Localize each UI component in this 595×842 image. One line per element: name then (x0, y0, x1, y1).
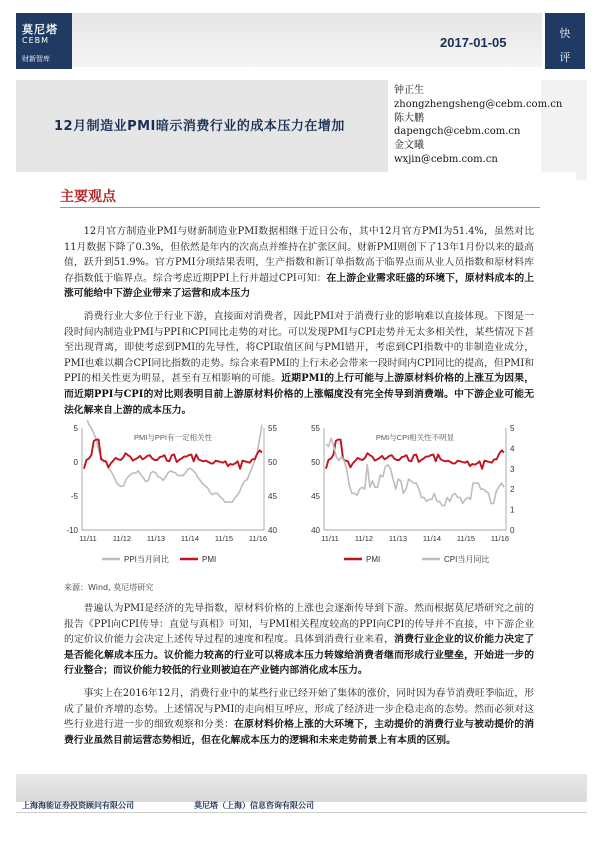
chart-pmi-cpi (298, 420, 534, 570)
y-right-tick-label: 0 (510, 526, 515, 535)
footer-company-left: 上海海能证券投资顾问有限公司 (22, 801, 134, 810)
y-left-tick-label: -10 (66, 526, 78, 535)
x-tick-label: 11/14 (180, 534, 200, 543)
chart-title: PMI与CPI相关性不明显 (375, 433, 455, 442)
x-tick-label: 11/12 (354, 534, 374, 543)
y-left-tick-label: -5 (70, 492, 78, 501)
x-tick-label: 11/11 (79, 534, 97, 543)
chart-pmi-ppi (56, 420, 292, 570)
y-right-tick-label: 50 (268, 458, 277, 467)
chart-title: PMI与PPI有一定相关性 (134, 433, 212, 442)
y-right-tick-label: 40 (268, 526, 277, 535)
series-line-right (84, 440, 262, 469)
series-line-left (326, 440, 504, 469)
paragraph-text: 12月官方制造业PMI与财新制造业PMI数据相继于近日公布，其中12月官方PMI为51.4%，虽然对比11月数据下降了0.3%，但依然是年内的次高点并维持在扩张区间。财新PMI则创下了13年1月份以来的最高值，跃升到51.9%。官方PMI分项结果表明，生产指数和新订单指数高于临界点而从业人员指数和原材料库存指数低于临界点。综合考虑近期PPI上行并超过CPI可知： (64, 226, 534, 284)
y-left-tick-label: 40 (311, 526, 320, 535)
paragraph-emphasis: 在原材料价格上涨的大环境下，主动提价的消费行业与被动提价的消费行业虽然目前运营态势相近，但在化解成本压力的逻辑和未来走势前景上有本质的区别。 (64, 719, 535, 746)
heading-divider (60, 207, 540, 208)
chart-source-note: 来源：Wind, 莫尼塔研究 (64, 583, 154, 592)
author-email[interactable]: zhongzhengsheng@cebm.com.cn (394, 98, 563, 110)
paragraph-4 (64, 686, 534, 748)
y-right-tick-label: 45 (268, 492, 277, 501)
paragraph-text: 消费行业大多位于行业下游，直接面对消费者，因此PMI对于消费行业的影响难以直接体现。下图是一段时间内制造业PMI与PPI和CPI同比走势的对比。可以发现PMI与CPI走势并无太多相关性，某些情况下甚至出现背离，即使考虑到PMI的先导性，将CPI取值区间与PMI错开，考虑到CPI指数中的非制造业成分，PMI也难以耦合CPI同比指数的走势。综合来看PMI的上行未必会带来一段时间内CPI同比的提高，但PMI和PPI的相关性更为明显，甚至有互相影响的可能。 (64, 311, 534, 385)
report-date: 2017-01-05 (440, 35, 507, 50)
paragraph-2 (64, 309, 534, 418)
company-logo (16, 13, 72, 69)
y-right-tick-label: 1 (510, 505, 515, 515)
paragraph-3 (64, 601, 534, 679)
y-right-tick-label: 3 (510, 464, 515, 474)
y-right-tick-label: 4 (510, 444, 515, 454)
document-title: 12月制造业PMI暗示消费行业的成本压力在增加 (54, 119, 345, 134)
paragraph-emphasis: 消费行业企业的议价能力决定了是否能化解成本压力。议价能力较高的行业可以将成本压力转嫁给消费者继而形成行业壁垒，开始进一步的行业整合；而议价能力较低的行业则被迫在产业链内部消化成本压力。 (64, 634, 535, 677)
paragraph-emphasis: 近期PMI的上行可能与上游原材料价格的上涨互为因果，而近期PPI与CPI的对比则表明目前上游原材料价格的上涨幅度没有完全传导到消费端。中下游企业可能无法化解来自上游的成本压力。 (64, 373, 534, 416)
x-tick-label: 11/15 (456, 534, 476, 543)
tag-line-2: 评 (559, 51, 571, 64)
y-right-tick-label: 2 (510, 485, 515, 495)
logo-cn-text: 莫尼塔 (22, 23, 58, 36)
x-tick-label: 11/15 (214, 534, 234, 543)
paragraph-text: 事实上在2016年12月，消费行业中的某些行业已经开始了集体的涨价，同时因为春节消费旺季临近，形成了量价齐增的态势。上述情况与PMI的走向相互呼应，形成了经济进一步企稳走高的态势。然而必须对这些行业进行进一步的细致观察和分类： (64, 688, 534, 731)
paragraph-emphasis: 在上游企业需求旺盛的环境下，原材料成本的上涨可能给中下游企业带来了运营和成本压力 (64, 272, 535, 300)
footer-bar (16, 774, 587, 802)
author-name: 金文曦 (394, 140, 424, 152)
x-tick-label: 11/16 (490, 534, 510, 543)
x-tick-label: 11/12 (112, 534, 132, 543)
y-left-tick-label: 50 (311, 458, 320, 467)
report-type-tag (545, 13, 585, 69)
series-line-right (326, 438, 504, 505)
footer-company-right: 莫尼塔（上海）信息咨询有限公司 (194, 801, 314, 810)
author-list (394, 84, 562, 167)
legend-label: PPI当月同比 (124, 555, 169, 564)
paragraph-1 (64, 224, 534, 302)
paragraph-text: 普遍认为PMI是经济的先导指数，原材料价格的上涨也会逐渐传导到下游。然而根据莫尼塔研究之前的报告《PPI向CPI传导：直觉与真相》可知，与PMI相关程度较高的PPI向CPI的传导并不直接，中下游企业的定价议价能力会决定上述传导过程的速度和程度。具体到消费行业来看， (64, 603, 534, 646)
author-name: 钟正生 (394, 85, 424, 96)
y-left-tick-label: 45 (311, 492, 320, 501)
author-email[interactable]: wxjin@cebm.com.cn (394, 153, 498, 165)
y-right-tick-label: 5 (510, 424, 515, 433)
y-left-tick-label: 0 (73, 458, 78, 467)
y-left-tick-label: 55 (311, 424, 320, 433)
tag-line-1: 快 (559, 27, 571, 40)
legend-label: PMI (202, 555, 217, 564)
section-heading: 主要观点 (60, 189, 116, 205)
x-tick-label: 11/11 (321, 534, 339, 543)
y-right-tick-label: 55 (268, 424, 277, 433)
author-email[interactable]: dapengch@cebm.com.cn (394, 126, 521, 138)
x-tick-label: 11/13 (146, 534, 166, 543)
legend-label: CPI当月同比 (444, 555, 490, 564)
y-left-tick-label: 5 (73, 424, 78, 433)
x-tick-label: 11/14 (422, 534, 442, 543)
x-tick-label: 11/16 (248, 534, 268, 543)
footer-divider (16, 812, 587, 813)
legend-label: PMI (366, 555, 381, 564)
logo-en-text: CEBM (22, 36, 50, 45)
x-tick-label: 11/13 (388, 534, 408, 543)
logo-sub-text: 财新智库 (22, 55, 50, 63)
author-name: 陈大鹏 (394, 112, 424, 124)
